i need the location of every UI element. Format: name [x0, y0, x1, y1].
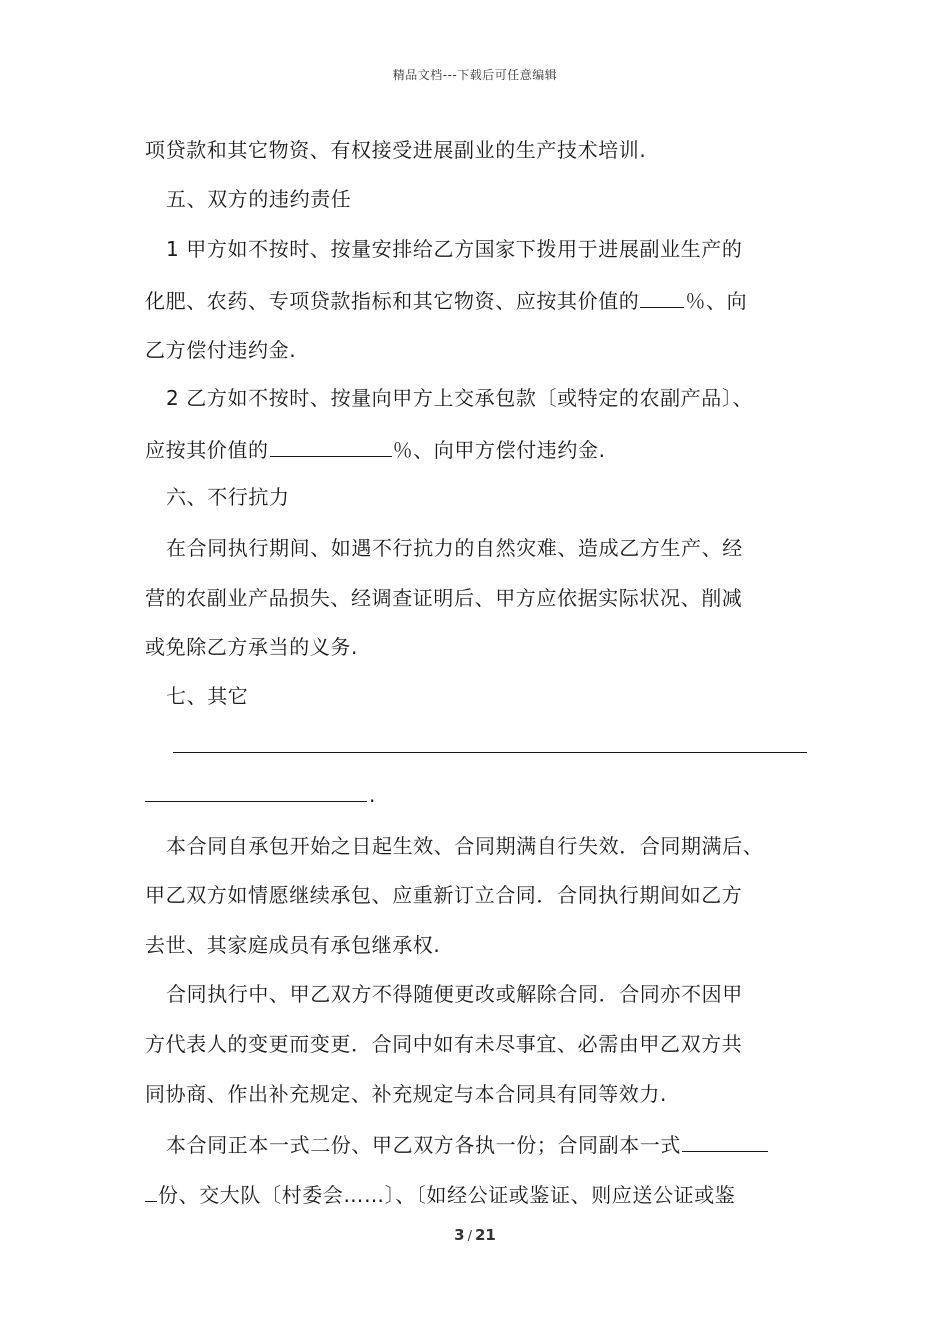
- section-heading-force-majeure: 六、不行抗力: [166, 485, 290, 509]
- page-number: [0, 1226, 950, 1244]
- paragraph-line: 去世、其家庭成员有承包继承权.: [145, 933, 441, 957]
- fill-in-blank-percent[interactable]: [640, 285, 684, 308]
- paragraph-line: 合同执行中、甲乙双方不得随便更改或解除合同．合同亦不因甲: [166, 982, 743, 1006]
- paragraph-text: 应按其价值的: [145, 438, 269, 462]
- paragraph-line: 2 乙方如不按时、按量向甲方上交承包款〔或特定的农副产品〕、: [166, 386, 754, 410]
- paragraph-text: 本合同正本一式二份、甲乙双方各执一份；合同副本一式: [166, 1133, 681, 1157]
- paragraph-line: [145, 434, 606, 464]
- paragraph-text: 份、交大队〔村委会……〕、〔如经公证或鉴证、则应送公证或鉴: [158, 1183, 736, 1207]
- paragraph-line: 营的农副业产品损失、经调查证明后、甲方应依据实际状况、削减: [145, 586, 743, 610]
- page-separator: /: [467, 1229, 472, 1244]
- paragraph-text: .: [369, 783, 376, 807]
- fill-in-blank-copies[interactable]: [145, 1179, 157, 1202]
- paragraph-line: 同协商、作出补充规定、补充规定与本合同具有同等效力.: [145, 1082, 667, 1106]
- paragraph-text: 化肥、农药、专项贷款指标和其它物资、应按其价值的: [145, 289, 640, 313]
- page-header: 精品文档---下载后可任意编辑: [392, 68, 558, 82]
- fill-in-blank-copies[interactable]: [682, 1129, 768, 1152]
- paragraph-line: 本合同自承包开始之日起生效、合同期满自行失效．合同期满后、: [166, 834, 764, 858]
- paragraph-line: 甲乙双方如情愿继续承包、应重新订立合同．合同执行期间如乙方: [145, 883, 743, 907]
- fill-in-blank-line[interactable]: [173, 752, 807, 753]
- section-heading-breach: 五、双方的违约责任: [166, 187, 352, 211]
- total-pages: 21: [474, 1226, 496, 1244]
- paragraph-line: [145, 285, 747, 315]
- paragraph-line: 或免除乙方承当的义务.: [145, 635, 358, 659]
- paragraph-text: ％、向: [685, 289, 748, 313]
- paragraph-line: 项贷款和其它物资、有权接受进展副业的生产技术培训.: [145, 138, 647, 162]
- paragraph-text: ％、向甲方偿付违约金.: [392, 438, 606, 462]
- paragraph-line: 方代表人的变更而变更．合同中如有未尽事宜、必需由甲乙双方共: [145, 1032, 743, 1056]
- paragraph-line: 在合同执行期间、如遇不行抗力的自然灾难、造成乙方生产、经: [166, 536, 743, 560]
- paragraph-line: 1 甲方如不按时、按量安排给乙方国家下拨用于进展副业生产的: [166, 237, 743, 261]
- fill-in-blank-percent[interactable]: [270, 434, 392, 457]
- paragraph-line: 乙方偿付违约金.: [145, 338, 297, 362]
- paragraph-line: [145, 1179, 735, 1209]
- section-heading-other: 七、其它: [166, 684, 249, 708]
- paragraph-line: [166, 1129, 769, 1159]
- current-page: 3: [454, 1226, 465, 1244]
- fill-in-blank-line[interactable]: [145, 801, 367, 802]
